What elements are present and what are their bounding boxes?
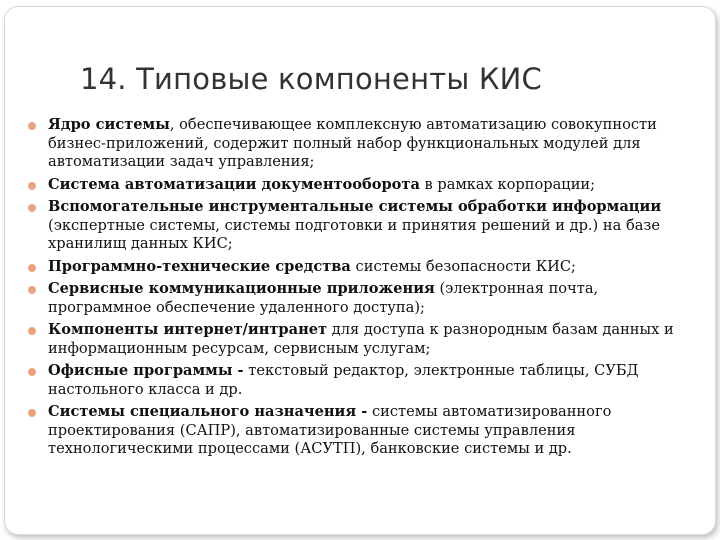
item-term: Компоненты интернет/интранет — [48, 321, 328, 338]
item-description: (электронная почта, программное обеспечение удаленного доступа); — [48, 280, 599, 316]
component-list — [26, 116, 686, 463]
bullet-icon — [28, 286, 36, 294]
item-term: Офисные программы - — [48, 362, 244, 379]
bullet-icon — [28, 264, 36, 272]
item-term: Вспомогательные инструментальные системы обработки информации — [48, 198, 662, 215]
item-description: в рамках корпорации; — [419, 175, 596, 193]
item-term: Система автоматизации документооборота — [48, 175, 420, 193]
list-item — [26, 403, 686, 459]
item-description: , обеспечивающее комплексную автоматизацию совокупности бизнес-приложений, содержит полный набор функциональных модулей для автоматизации задач управления; — [48, 116, 657, 170]
list-item — [26, 176, 686, 195]
item-description: (экспертные системы, системы подготовки и принятия решений и др.) на базе хранилищ данных КИС; — [48, 216, 661, 252]
list-item — [26, 280, 686, 317]
bullet-icon — [28, 204, 36, 212]
bullet-icon — [28, 122, 36, 130]
bullet-icon — [28, 327, 36, 335]
list-item — [26, 362, 686, 399]
item-term: Программно-технические средства — [48, 257, 351, 275]
list-item — [26, 258, 686, 277]
bullet-icon — [28, 409, 36, 417]
item-term: Системы специального назначения - — [48, 403, 368, 420]
item-description: текстовый редактор, электронные таблицы, СУБД настольного класса и др. — [48, 362, 639, 398]
bullet-icon — [28, 182, 36, 190]
slide-title: 14. Типовые компоненты КИС — [80, 62, 542, 96]
item-term: Ядро системы — [48, 116, 170, 133]
list-item — [26, 198, 686, 254]
item-description: системы автоматизированного проектирования (САПР), автоматизированные системы управления технологическими процессами (АСУТП), банковские системы и др. — [48, 403, 612, 457]
item-description: для доступа к разнородным базам данных и информационным ресурсам, сервисным услугам; — [48, 321, 674, 357]
item-description: системы безопасности КИС; — [350, 257, 576, 275]
list-item — [26, 321, 686, 358]
list-item — [26, 116, 686, 172]
item-term: Сервисные коммуникационные приложения — [48, 280, 435, 297]
bullet-icon — [28, 368, 36, 376]
